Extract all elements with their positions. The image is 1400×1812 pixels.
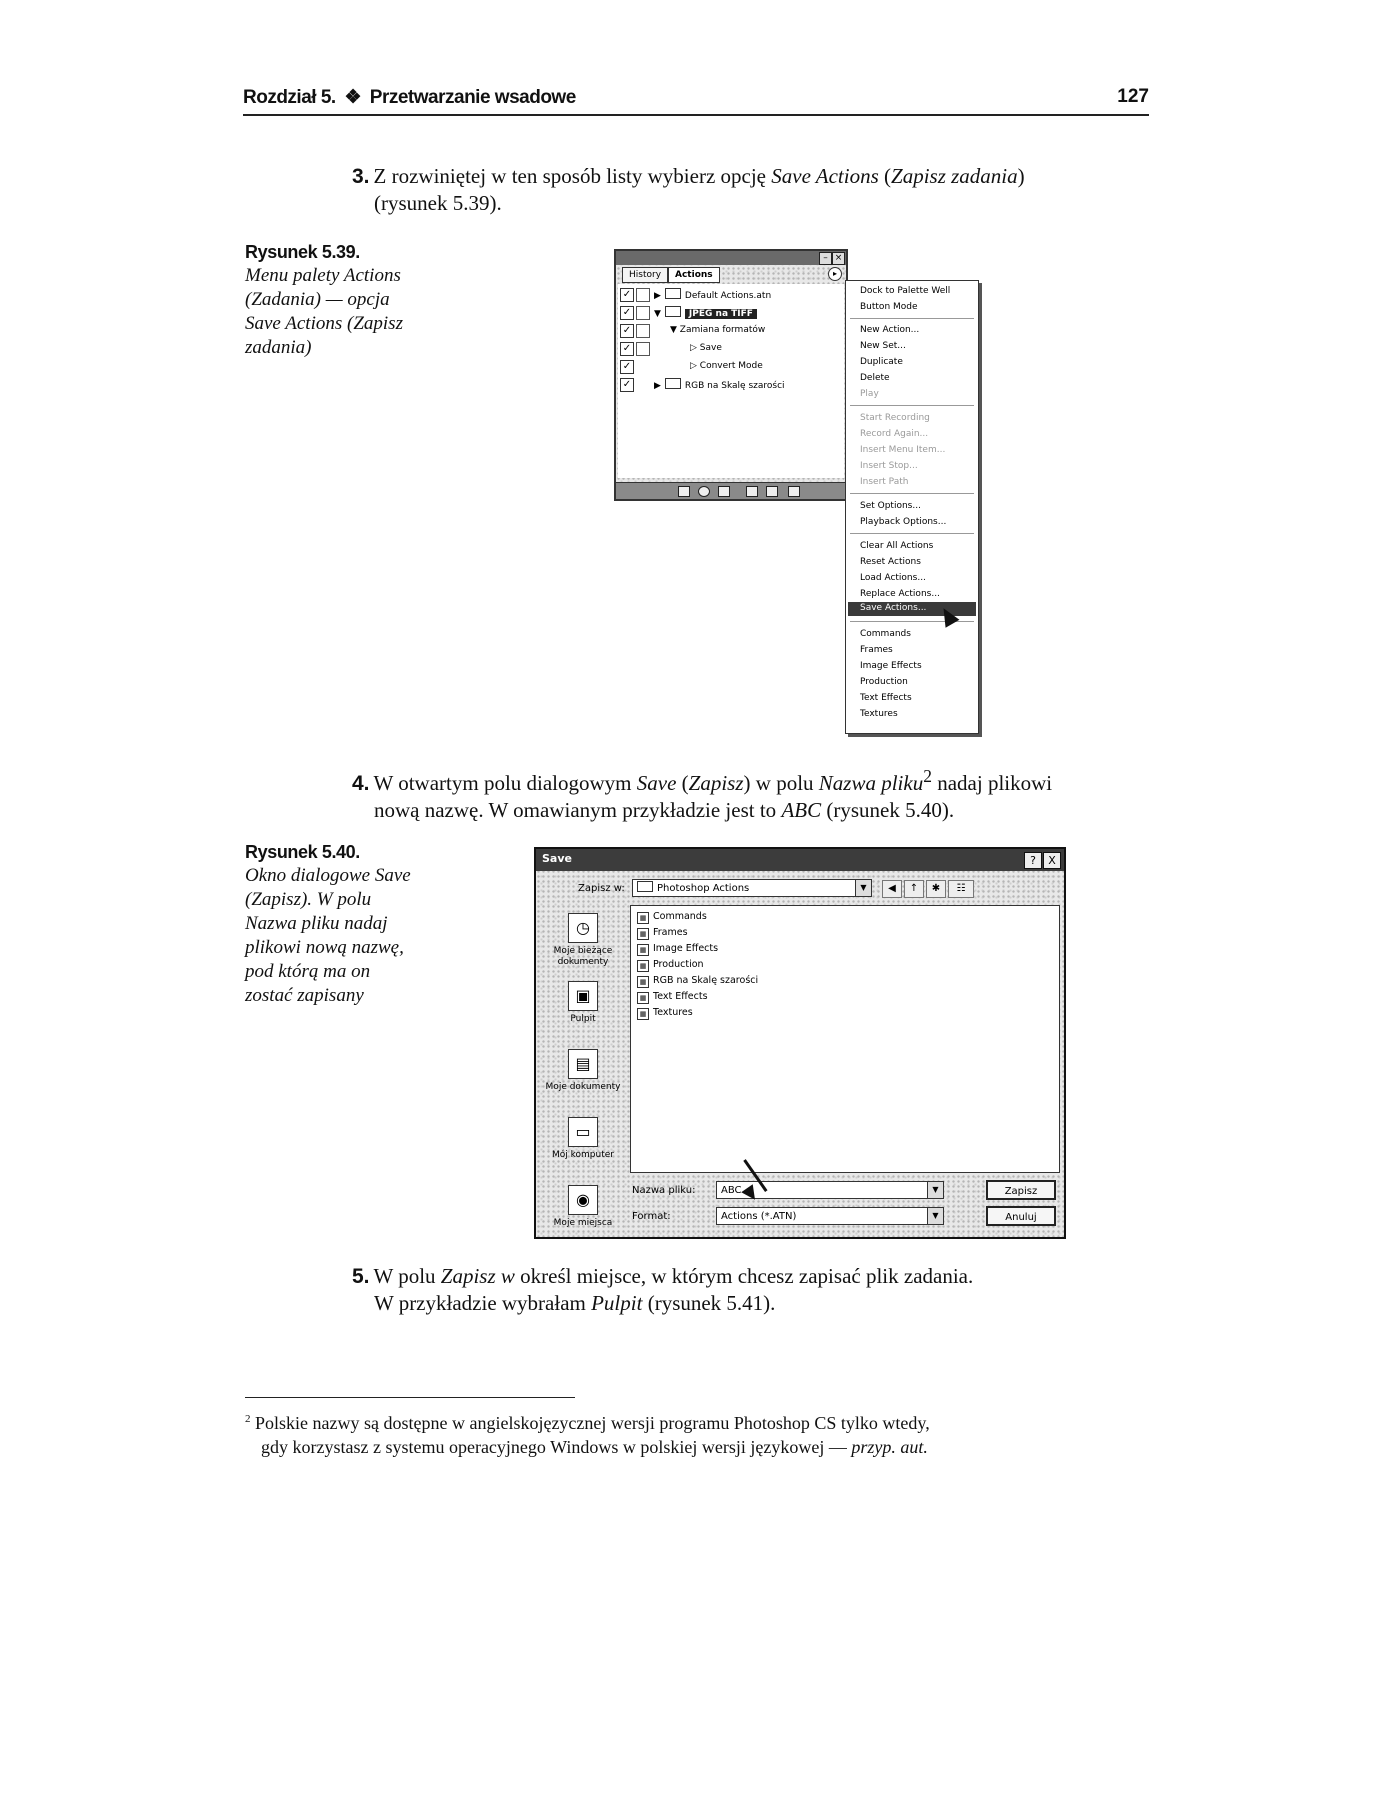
menu-item[interactable]: Playback Options...: [860, 517, 947, 527]
step-term: Save Actions: [771, 164, 879, 188]
close-icon[interactable]: ×: [832, 252, 845, 265]
step-number: 3.: [352, 165, 370, 188]
menu-item[interactable]: Load Actions...: [860, 573, 926, 583]
row-content: [670, 324, 765, 337]
action-row[interactable]: [618, 376, 844, 393]
action-row[interactable]: [618, 358, 844, 375]
menu-item-save-actions[interactable]: [848, 602, 976, 616]
step-number: 5.: [352, 1265, 370, 1288]
menu-item[interactable]: Commands: [860, 629, 911, 639]
step-text: ): [1017, 164, 1025, 188]
menu-item[interactable]: Textures: [860, 709, 898, 719]
save-button[interactable]: Zapisz: [986, 1180, 1056, 1200]
toggle-checkmark-icon[interactable]: ✓: [620, 360, 634, 374]
action-file-icon: ▦: [637, 928, 649, 940]
dialog-toggle-icon[interactable]: [636, 324, 650, 338]
list-item[interactable]: [637, 942, 718, 956]
step-text: nową nazwę. W omawianym przykładzie jest to: [374, 798, 782, 822]
page-number: 127: [1117, 86, 1149, 107]
footnote-mark: 2: [245, 1413, 251, 1425]
menu-item[interactable]: Reset Actions: [860, 557, 921, 567]
menu-separator: [850, 405, 974, 406]
menu-item[interactable]: New Action...: [860, 325, 920, 335]
action-set-label: Default Actions.atn: [684, 291, 772, 301]
collapsed-triangle-icon[interactable]: ▶: [654, 291, 661, 301]
palette-flyout-menu: [845, 280, 979, 734]
footnote-ref[interactable]: 2: [923, 766, 932, 786]
step-text: W polu: [373, 1264, 441, 1288]
minimize-icon[interactable]: –: [819, 252, 832, 265]
menu-item[interactable]: New Set...: [860, 341, 906, 351]
step-term: Zapisz zadania: [891, 164, 1018, 188]
save-in-value: Photoshop Actions: [657, 883, 750, 894]
trash-icon[interactable]: [788, 486, 800, 497]
step-term: Zapisz: [688, 771, 744, 795]
caption-line: zostać zapisany: [245, 985, 364, 1006]
menu-separator: [850, 318, 974, 319]
place-network[interactable]: [540, 1185, 626, 1229]
menu-item[interactable]: Production: [860, 677, 908, 687]
help-button[interactable]: ?: [1024, 852, 1042, 869]
expanded-triangle-icon[interactable]: ▼: [670, 325, 677, 335]
place-my-computer[interactable]: [540, 1117, 626, 1161]
place-label: Moje miejsca: [553, 1218, 613, 1228]
new-set-icon[interactable]: [746, 486, 758, 497]
folder-icon: [637, 881, 653, 892]
command-label: Convert Mode: [699, 361, 763, 371]
caption-line: plikowi nową nazwę,: [245, 937, 404, 958]
step-5: [352, 1263, 1152, 1316]
list-item[interactable]: [637, 974, 758, 988]
row-content: [690, 342, 722, 355]
step-text: (rysunek 5.39).: [374, 191, 502, 215]
filename-value: ABC: [721, 1185, 742, 1196]
desktop-icon: ▣: [568, 981, 598, 1011]
list-item[interactable]: [637, 926, 688, 940]
toggle-checkmark-icon[interactable]: ✓: [620, 306, 634, 320]
step-number: 4.: [352, 772, 370, 795]
tab-history[interactable]: History: [622, 267, 668, 283]
palette-footer: [616, 482, 846, 499]
dialog-title: Save: [542, 852, 572, 865]
place-desktop[interactable]: [540, 981, 626, 1025]
step-text: W otwartym polu dialogowym: [373, 771, 637, 795]
action-row[interactable]: [618, 304, 844, 321]
action-file-icon: ▦: [637, 960, 649, 972]
step-text: (rysunek 5.41).: [642, 1291, 776, 1315]
caption-line: Save Actions (Zapisz: [245, 313, 403, 334]
view-menu-icon[interactable]: ☷: [948, 880, 974, 898]
list-item[interactable]: [637, 958, 704, 972]
footnote: [245, 1407, 1145, 1459]
file-name: Text Effects: [653, 991, 708, 1002]
toggle-checkmark-icon[interactable]: ✓: [620, 342, 634, 356]
network-places-icon: ◉: [568, 1185, 598, 1215]
back-icon[interactable]: ◀: [882, 880, 902, 898]
list-item[interactable]: [637, 910, 707, 924]
file-list: [630, 905, 1060, 1173]
diamond-icon: ❖: [344, 87, 362, 108]
chevron-down-icon[interactable]: ▼: [927, 1208, 943, 1224]
action-label: Zamiana formatów: [679, 325, 766, 335]
menu-item-disabled: Play: [860, 389, 879, 399]
menu-separator: [850, 493, 974, 494]
step-text: określ miejsce, w którym chcesz zapisać plik zadania.: [514, 1264, 974, 1288]
places-bar: [540, 905, 626, 1231]
step-term: Nazwa pliku: [818, 771, 924, 795]
menu-item[interactable]: Duplicate: [860, 357, 903, 367]
up-folder-icon[interactable]: ↑: [904, 880, 924, 898]
menu-item[interactable]: Clear All Actions: [860, 541, 934, 551]
folder-icon: [665, 378, 681, 389]
save-in-combo[interactable]: [632, 879, 872, 897]
close-button[interactable]: X: [1043, 852, 1061, 869]
format-label: Format:: [632, 1211, 671, 1222]
step-text: ) w polu: [743, 771, 819, 795]
cancel-button[interactable]: Anuluj: [986, 1206, 1056, 1226]
save-in-label: Zapisz w:: [578, 883, 625, 894]
step-text: (: [878, 164, 892, 188]
toggle-checkmark-icon[interactable]: ✓: [620, 324, 634, 338]
caption-line: Menu palety Actions: [245, 265, 401, 286]
collapsed-triangle-icon[interactable]: ▷: [690, 361, 697, 371]
command-label: Save: [699, 343, 722, 353]
collapsed-triangle-icon[interactable]: ▷: [690, 343, 697, 353]
caption-line: (Zadania) — opcja: [245, 289, 390, 310]
menu-item[interactable]: Delete: [860, 373, 890, 383]
step-text: (: [676, 771, 689, 795]
footnote-term: przyp. aut.: [851, 1437, 928, 1457]
step-term: Zapisz w: [440, 1264, 515, 1288]
step-text: (rysunek 5.40).: [821, 798, 955, 822]
expanded-triangle-icon[interactable]: ▼: [654, 309, 661, 319]
step-text: nadaj plikowi: [931, 771, 1053, 795]
palette-menu-arrow-icon[interactable]: ▸: [828, 267, 842, 281]
menu-item-disabled: Start Recording: [860, 413, 930, 423]
figure-5-39-caption: [245, 240, 435, 360]
footnote-text: gdy korzystasz z systemu operacyjnego Windows w polskiej wersji językowej —: [261, 1437, 852, 1457]
row-content: [654, 306, 757, 321]
menu-item-disabled: Insert Stop...: [860, 461, 918, 471]
chevron-down-icon[interactable]: ▼: [927, 1182, 943, 1198]
new-action-icon[interactable]: [766, 486, 778, 497]
step-line-2: [352, 797, 1152, 823]
place-label: Pulpit: [570, 1014, 596, 1024]
place-label: Moje bieżące dokumenty: [553, 946, 613, 967]
caption-line: (Zapisz). W polu: [245, 889, 372, 910]
folder-icon: [665, 288, 681, 299]
save-dialog: [534, 847, 1066, 1239]
menu-item[interactable]: Set Options...: [860, 501, 921, 511]
palette-title-bar[interactable]: [616, 251, 846, 265]
menu-item[interactable]: Button Mode: [860, 302, 918, 312]
menu-separator: [850, 533, 974, 534]
menu-item[interactable]: Dock to Palette Well: [860, 286, 951, 296]
place-label: Moje dokumenty: [545, 1082, 621, 1092]
action-file-icon: ▦: [637, 944, 649, 956]
step-3: [352, 163, 1152, 216]
file-name: Image Effects: [653, 943, 719, 954]
collapsed-triangle-icon[interactable]: ▶: [654, 381, 661, 391]
place-label: Mój komputer: [552, 1150, 614, 1160]
record-icon[interactable]: [698, 486, 710, 497]
filename-label: Nazwa pliku:: [632, 1185, 696, 1196]
dialog-toggle-icon[interactable]: [636, 288, 650, 302]
menu-item[interactable]: Text Effects: [860, 693, 912, 703]
row-content: [654, 288, 771, 303]
step-text: W przykładzie wybrałam: [374, 1291, 592, 1315]
footnote-line-2: [245, 1435, 1145, 1459]
place-my-documents[interactable]: [540, 1049, 626, 1093]
chapter-number: Rozdział 5.: [243, 87, 336, 108]
menu-item[interactable]: Replace Actions...: [860, 589, 940, 599]
action-file-icon: ▦: [637, 912, 649, 924]
list-item[interactable]: [637, 1006, 693, 1020]
place-recent[interactable]: [540, 913, 626, 968]
step-term: Pulpit: [591, 1291, 643, 1315]
dialog-toggle-icon[interactable]: [636, 306, 650, 320]
footnote-text: Polskie nazwy są dostępne w angielskojęzycznej wersji programu Photoshop CS tylko wtedy,: [250, 1413, 930, 1433]
action-row[interactable]: [618, 286, 844, 303]
chevron-down-icon[interactable]: ▼: [855, 880, 871, 896]
my-documents-icon: ▤: [568, 1049, 598, 1079]
file-name: Frames: [653, 927, 688, 938]
menu-item-label: Save Actions...: [860, 603, 927, 613]
caption-line: zadania): [245, 337, 312, 358]
selected-action-set-label: JPEG na TIFF: [685, 309, 757, 319]
step-4: [352, 763, 1152, 823]
menu-item-disabled: Insert Path: [860, 477, 909, 487]
menu-item[interactable]: Image Effects: [860, 661, 922, 671]
step-text: Z rozwiniętej w ten sposób listy wybierz opcję: [373, 164, 772, 188]
footnote-divider: [245, 1397, 575, 1398]
step-term: Save: [636, 771, 677, 795]
play-icon[interactable]: [718, 486, 730, 497]
folder-icon: [665, 306, 681, 317]
toggle-checkmark-icon[interactable]: ✓: [620, 378, 634, 392]
menu-item-disabled: Record Again...: [860, 429, 929, 439]
row-content: [690, 360, 763, 373]
menu-item-disabled: Insert Menu Item...: [860, 445, 946, 455]
action-row[interactable]: [618, 340, 844, 357]
file-name: Textures: [653, 1007, 693, 1018]
step-line-2: [352, 1290, 1152, 1316]
format-value: Actions (*.ATN): [721, 1211, 797, 1222]
format-select[interactable]: [716, 1207, 944, 1225]
action-file-icon: ▦: [637, 992, 649, 1004]
figure-5-40-caption: [245, 840, 435, 1008]
caption-line: pod którą ma on: [245, 961, 371, 982]
list-item[interactable]: [637, 990, 708, 1004]
dialog-title-bar[interactable]: [536, 849, 1064, 871]
toggle-checkmark-icon[interactable]: ✓: [620, 288, 634, 302]
action-row[interactable]: [618, 322, 844, 339]
file-name: Production: [653, 959, 704, 970]
step-term: ABC: [781, 798, 822, 822]
new-folder-icon[interactable]: ✱: [926, 880, 946, 898]
row-content: [654, 378, 785, 393]
dialog-toggle-icon[interactable]: [636, 342, 650, 356]
actions-list: [618, 284, 844, 478]
tab-actions[interactable]: Actions: [668, 267, 720, 283]
figure-label: Rysunek 5.39.: [245, 242, 360, 262]
menu-item[interactable]: Frames: [860, 645, 893, 655]
caption-line: Nazwa pliku nadaj: [245, 913, 388, 934]
stop-icon[interactable]: [678, 486, 690, 497]
action-file-icon: ▦: [637, 976, 649, 988]
action-set-label: RGB na Skalę szarości: [684, 381, 785, 391]
running-header: [243, 86, 1149, 116]
caption-line: Okno dialogowe Save: [245, 865, 411, 886]
my-computer-icon: ▭: [568, 1117, 598, 1147]
figure-label: Rysunek 5.40.: [245, 842, 360, 862]
file-name: RGB na Skalę szarości: [653, 975, 759, 986]
chapter-title: [243, 86, 576, 109]
actions-palette: [614, 249, 848, 501]
action-file-icon: ▦: [637, 1008, 649, 1020]
file-name: Commands: [653, 911, 707, 922]
clock-doc-icon: ◷: [568, 913, 598, 943]
chapter-name: Przetwarzanie wsadowe: [369, 87, 576, 108]
